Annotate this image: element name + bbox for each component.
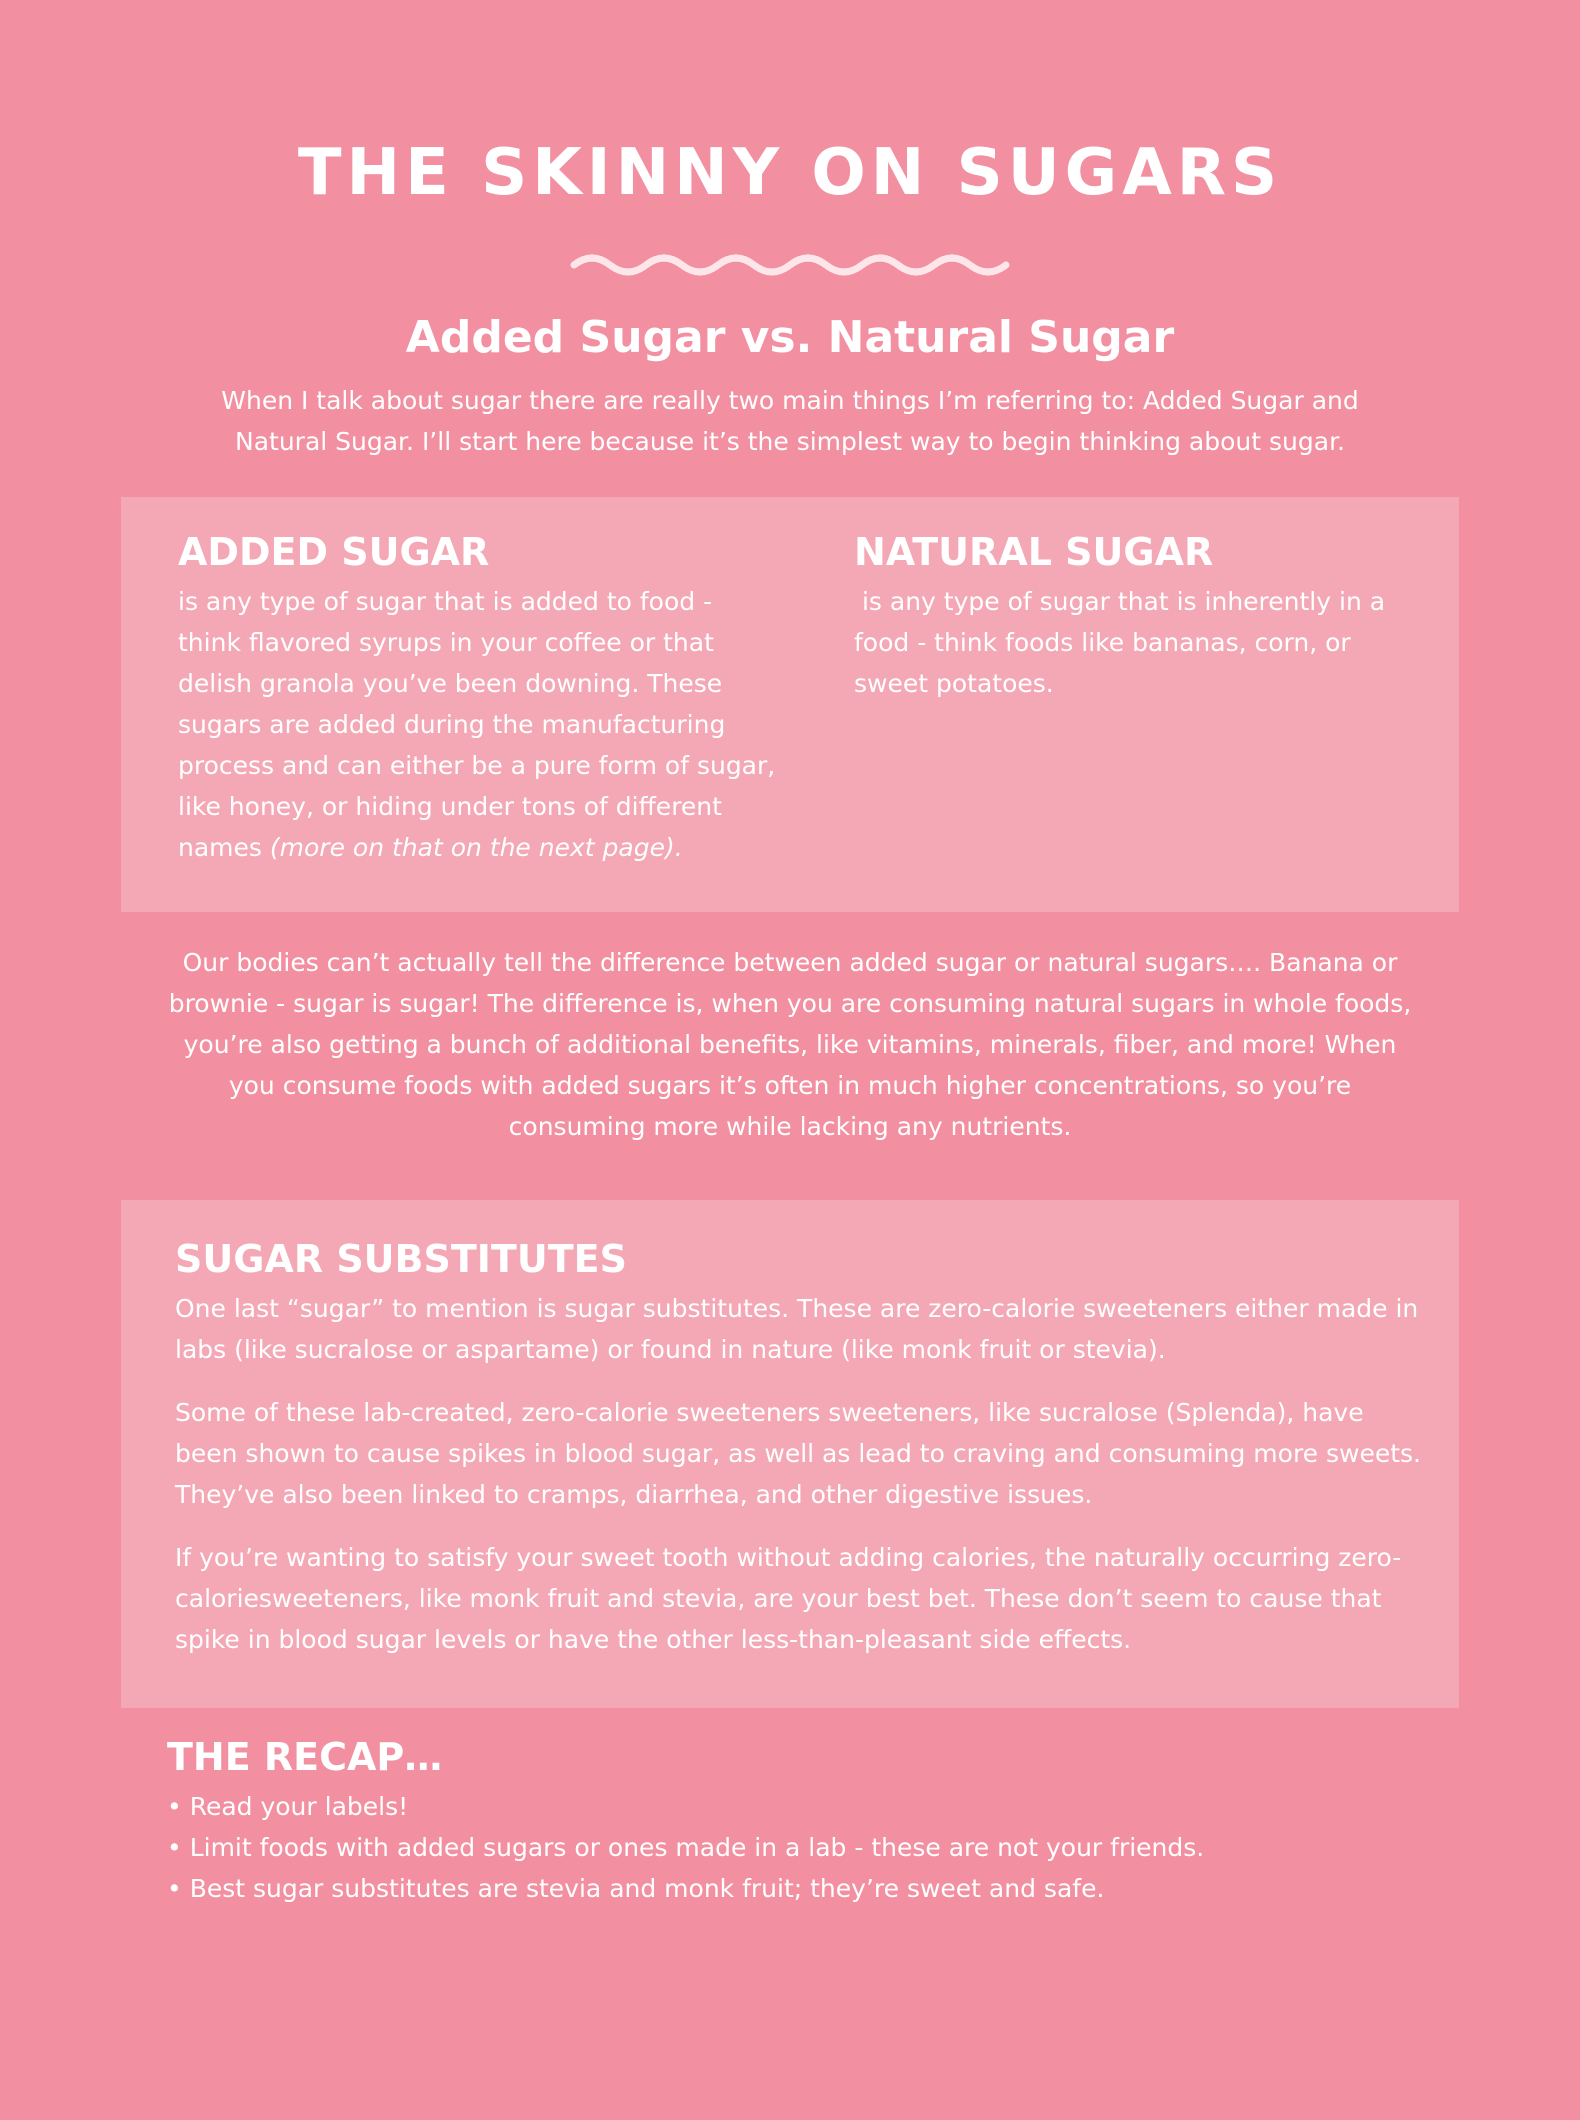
wave-divider-icon bbox=[570, 248, 1010, 282]
added-sugar-heading: ADDED SUGAR bbox=[178, 530, 490, 574]
sugar-difference-paragraph: Our bodies can’t actually tell the difference between added sugar or natural sugars…. Banana or brownie - sugar is sugar! The difference is, when you are consuming natural sugars in whole foods, you’re also getting a bunch of additional benefits, like vitamins, minerals, fiber, and more! When you consume foods with added sugars it’s often in much higher concentrations, so you’re consuming more while lacking any nutrients. bbox=[168, 948, 1412, 1141]
recap-item: • Best sugar substitutes are stevia and monk fruit; they’re sweet and safe. bbox=[167, 1874, 1105, 1903]
sugar-substitutes-panel bbox=[121, 1200, 1459, 1708]
added-sugar-note: (more on that on the next page). bbox=[269, 833, 683, 862]
section-subtitle: Added Sugar vs. Natural Sugar bbox=[405, 312, 1175, 363]
added-sugar-body: is any type of sugar that is added to food - think flavored syrups in your coffee or that delish granola you’ve been downing. These sugars are added during the manufacturing process and can either be a pure form of sugar, like honey, or hiding under tons of different names bbox=[178, 587, 776, 862]
sugar-substitutes-paragraph: One last “sugar” to mention is sugar substitutes. These are zero-calorie sweeteners either made in labs (like sucralose or aspartame) or found in nature (like monk fruit or stevia). bbox=[175, 1294, 1419, 1364]
sugar-types-panel bbox=[121, 497, 1459, 912]
added-sugar-text bbox=[178, 581, 778, 868]
page-title: THE SKINNY ON SUGARS bbox=[297, 136, 1283, 210]
recap-item: • Limit foods with added sugars or ones made in a lab - these are not your friends. bbox=[167, 1833, 1205, 1862]
natural-sugar-heading: NATURAL SUGAR bbox=[854, 530, 1214, 574]
sugar-substitutes-paragraph: If you’re wanting to satisfy your sweet tooth without adding calories, the naturally occurring zero-caloriesweeteners, like monk fruit and stevia, are your best bet. These don’t seem to cause that spike in blood sugar levels or have the other less-than-pleasant side effects. bbox=[175, 1543, 1402, 1654]
recap-section bbox=[167, 1734, 1467, 1909]
natural-sugar-body: is any type of sugar that is inherently in a food - think foods like bananas, corn, or sweet potatoes. bbox=[854, 587, 1394, 698]
sugar-substitutes-content bbox=[175, 1236, 1425, 1682]
intro-paragraph: When I talk about sugar there are really two main things I’m referring to: Added Sugar and Natural Sugar. I’ll start here because it’s the simplest way to begin thinking about sugar. bbox=[221, 386, 1359, 456]
recap-heading: THE RECAP… bbox=[167, 1735, 443, 1779]
recap-item: • Read your labels! bbox=[167, 1792, 409, 1821]
sugar-substitutes-paragraph: Some of these lab-created, zero-calorie sweeteners sweeteners, like sucralose (Splenda), have been shown to cause spikes in blood sugar, as well as lead to craving and consuming more sweets. They’ve also been linked to cramps, diarrhea, and other digestive issues. bbox=[175, 1398, 1422, 1509]
added-sugar-column bbox=[178, 529, 778, 868]
sugar-substitutes-heading: SUGAR SUBSTITUTES bbox=[175, 1237, 627, 1281]
recap-list bbox=[167, 1786, 1467, 1909]
natural-sugar-column bbox=[854, 529, 1414, 704]
